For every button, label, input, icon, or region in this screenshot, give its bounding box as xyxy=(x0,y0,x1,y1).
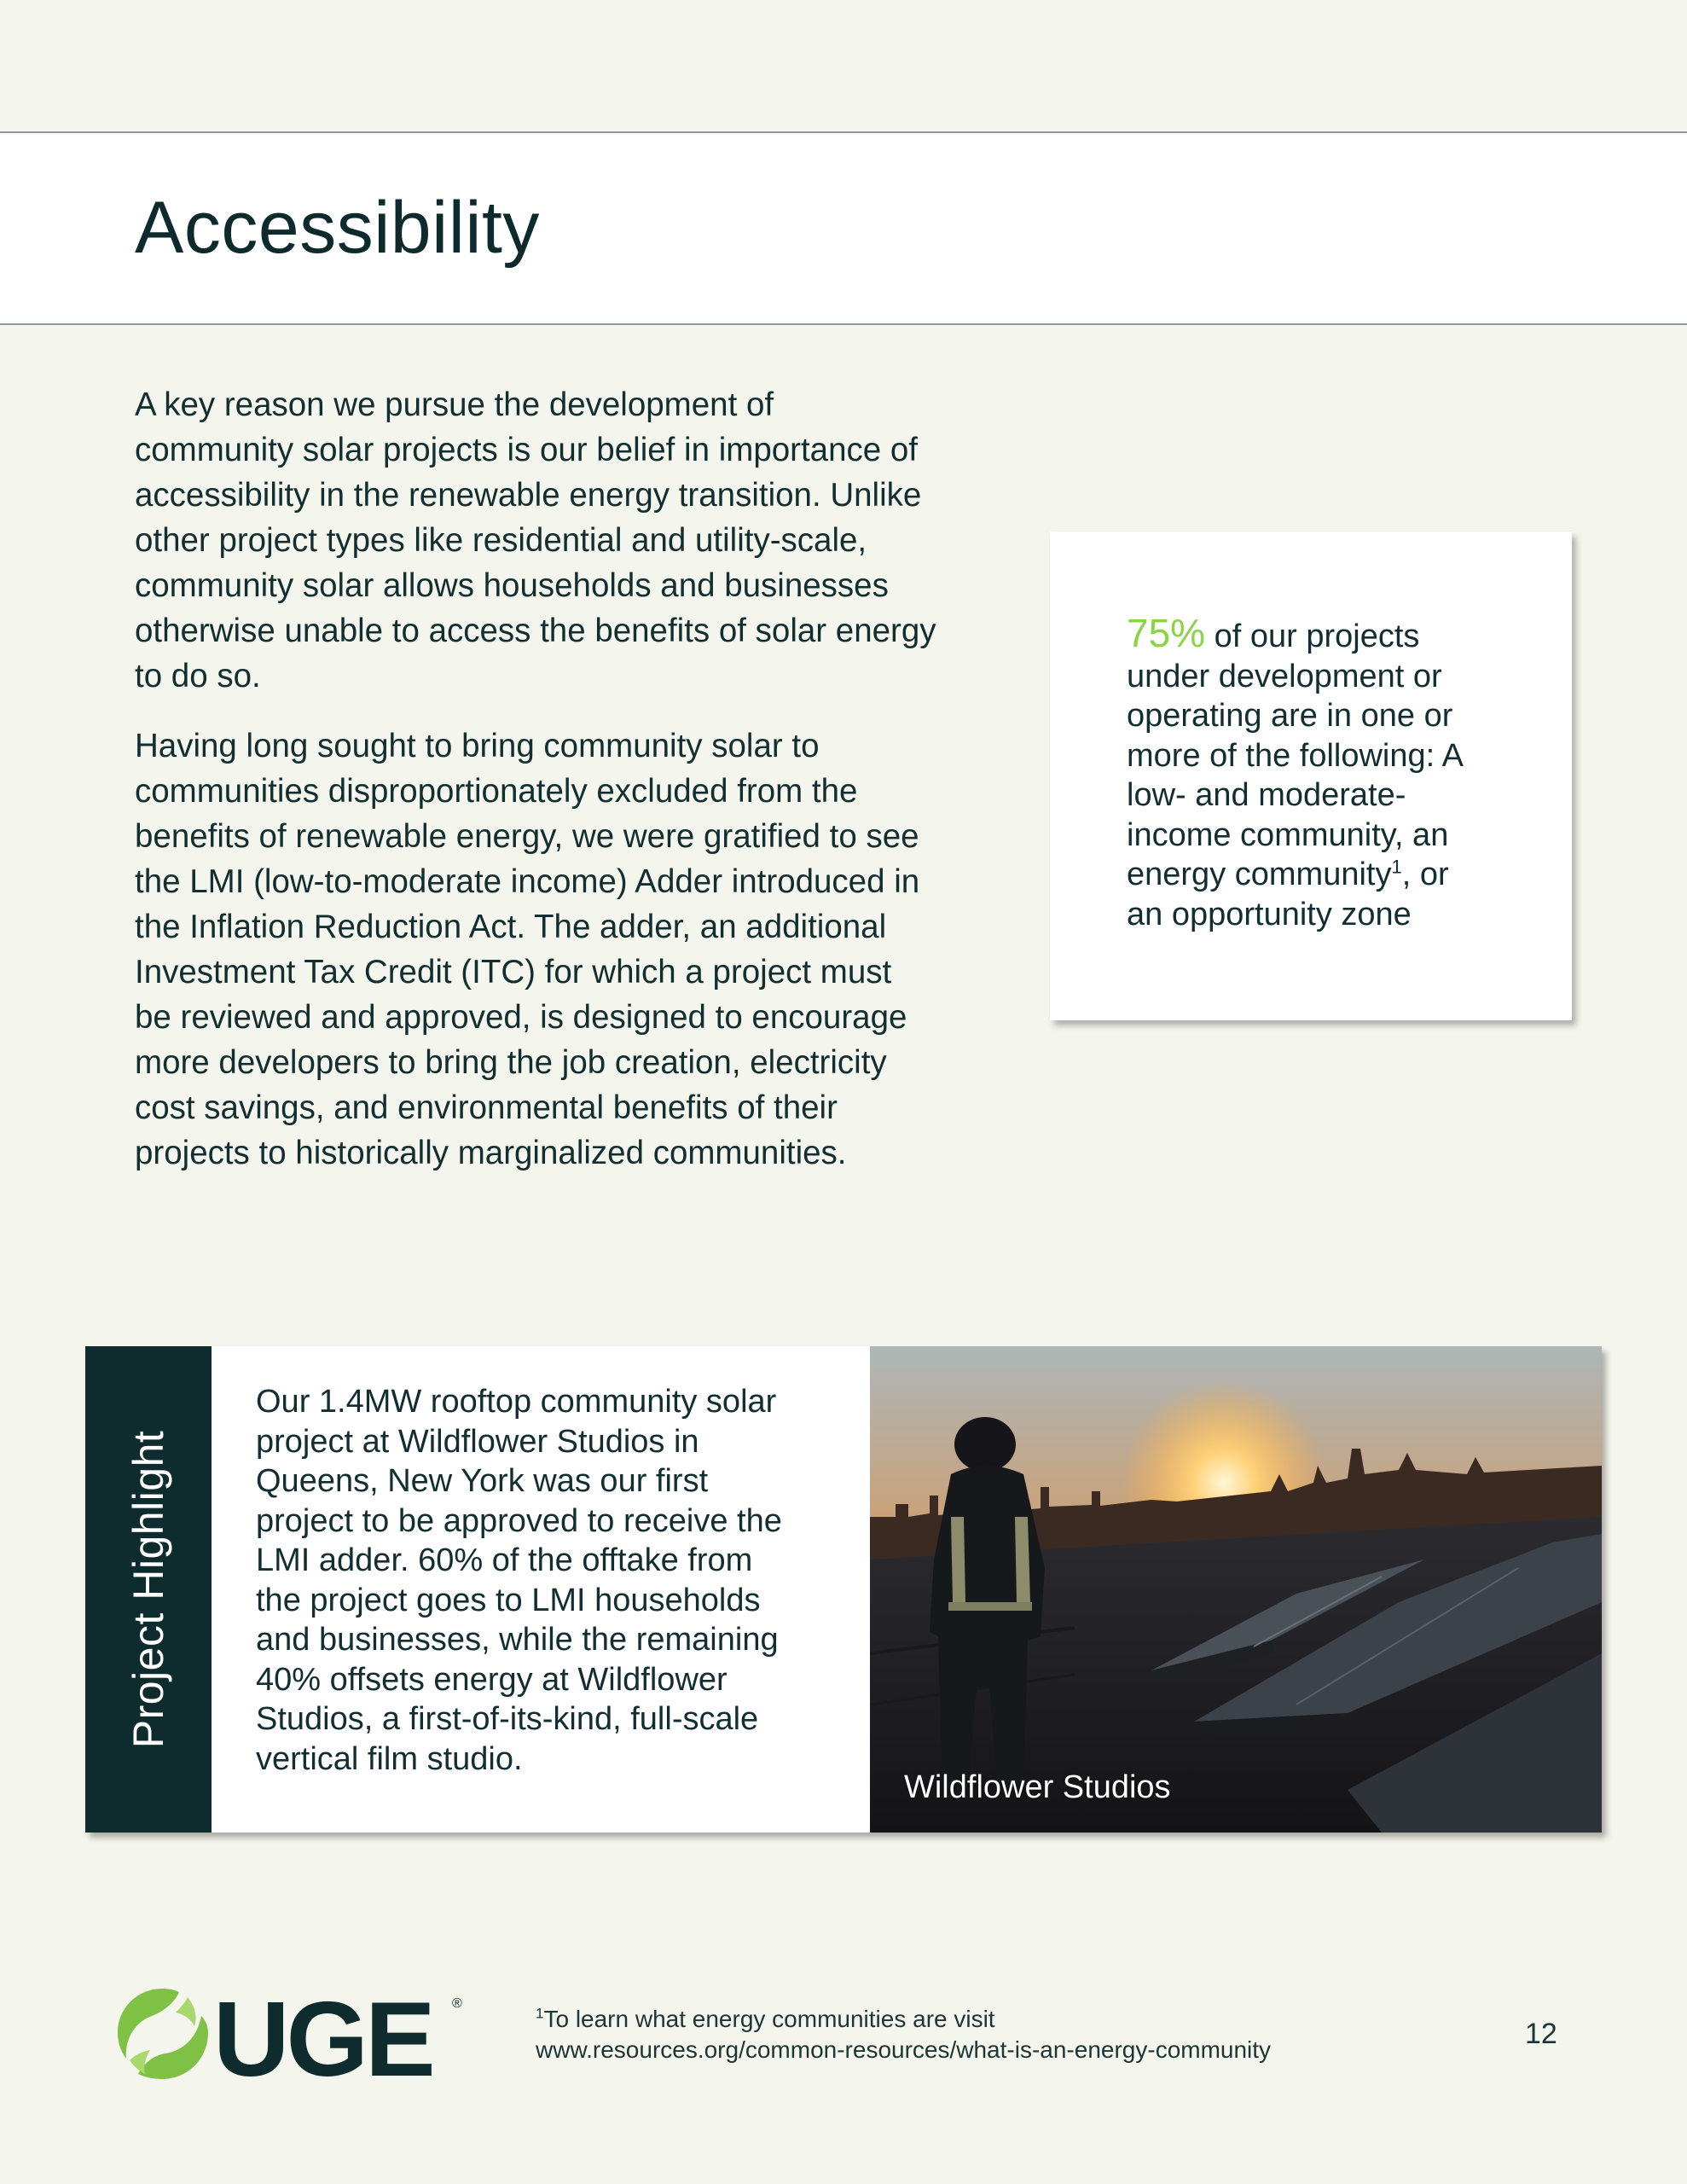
highlight-tab-label: Project Highlight xyxy=(125,1430,172,1749)
body-text xyxy=(135,382,936,1200)
stat-number: 75% xyxy=(1127,611,1206,655)
uge-logo xyxy=(113,1982,471,2084)
project-highlight xyxy=(85,1346,1602,1833)
uge-logo-graphic xyxy=(113,1982,471,2084)
footnote-line-1 xyxy=(536,2004,1431,2035)
photo-caption: Wildflower Studios xyxy=(904,1769,1171,1805)
footnote xyxy=(536,2004,1431,2065)
page-title: Accessibility xyxy=(135,187,540,269)
stat-footnote-marker: 1 xyxy=(1391,856,1402,878)
svg-text:®: ® xyxy=(452,1996,462,2011)
stat-text xyxy=(1127,613,1493,934)
page-number: 12 xyxy=(1525,2018,1557,2050)
svg-text:UGE: UGE xyxy=(213,1982,432,2084)
title-band xyxy=(0,131,1687,325)
leaf-icon xyxy=(118,1989,208,2079)
stat-text-main: of our projects under development or operating are in one or more of the following: A low- and moderate-income community, an energy community xyxy=(1127,619,1462,892)
highlight-photo xyxy=(870,1346,1602,1833)
rooftop-solar-photo xyxy=(870,1346,1602,1833)
highlight-tab xyxy=(85,1346,212,1833)
footnote-marker: 1 xyxy=(536,2005,544,2022)
body-paragraph-1: A key reason we pursue the development of community solar projects is our belief in importance of accessibility in the renewable energy transition. Unlike other project types like residential and utility-scale, community solar allows households and businesses otherwise unable to access the benefits of solar energy to do so. xyxy=(135,386,936,694)
stat-card xyxy=(1050,531,1572,1020)
body-paragraph-2: Having long sought to bring community solar to communities disproportionately excluded from the benefits of renewable energy, we were gratified to see the LMI (low-to-moderate income) Adder introduced in the Inflation Reduction Act. The adder, an additional Investment Tax Credit (ITC) for which a project must be reviewed and approved, is designed to encourage more developers to bring the job creation, electricity cost savings, and environmental benefits of their projects to historically marginalized communities. xyxy=(135,728,920,1171)
footnote-link[interactable]: www.resources.org/common-resources/what-is-an-energy-community xyxy=(536,2036,1272,2063)
highlight-text: Our 1.4MW rooftop community solar project at Wildflower Studios in Queens, New York was our first project to be approved to receive the LMI adder. 60% of the offtake from the project goes to LMI households and businesses, while the remaining 40% offsets energy at Wildflower Studios, a first-of-its-kind, full-scale vertical film studio. xyxy=(256,1384,782,1777)
stat-text-end: , or an opportunity zone xyxy=(1127,857,1449,932)
footnote-text: To learn what energy communities are visit xyxy=(543,2006,995,2032)
